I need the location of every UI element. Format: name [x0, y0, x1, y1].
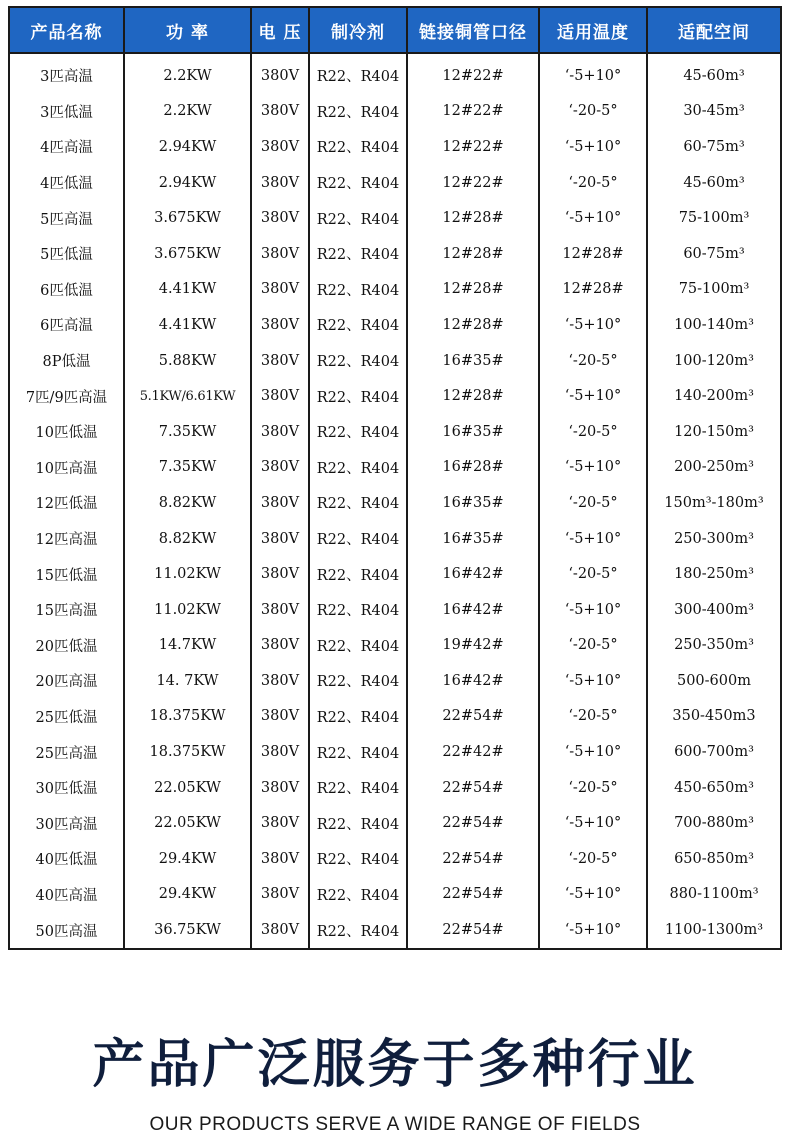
cell-voltage: 380V [251, 378, 309, 414]
cell-power: 4.41KW [124, 272, 251, 308]
cell-product-name: 7匹/9匹高温 [9, 378, 124, 414]
cell-temperature: ‘-20-5° [539, 165, 647, 201]
cell-temperature: ‘-5+10° [539, 200, 647, 236]
cell-product-name: 12匹高温 [9, 521, 124, 557]
cell-power: 29.4KW [124, 841, 251, 877]
table-row [9, 877, 781, 913]
header-power: 功 率 [124, 7, 251, 53]
table-row [9, 628, 781, 664]
cell-voltage: 380V [251, 129, 309, 165]
cell-power: 3.675KW [124, 236, 251, 272]
cell-refrigerant: R22、R404 [309, 236, 407, 272]
cell-product-name: 50匹高温 [9, 912, 124, 949]
cell-refrigerant: R22、R404 [309, 805, 407, 841]
cell-refrigerant: R22、R404 [309, 307, 407, 343]
cell-refrigerant: R22、R404 [309, 343, 407, 379]
table-row [9, 521, 781, 557]
cell-space: 150m³-180m³ [647, 485, 781, 521]
cell-copper-pipe: 22#54# [407, 805, 539, 841]
cell-product-name: 30匹高温 [9, 805, 124, 841]
cell-refrigerant: R22、R404 [309, 200, 407, 236]
cell-copper-pipe: 22#54# [407, 912, 539, 949]
table-row [9, 770, 781, 806]
table-row [9, 53, 781, 94]
cell-space: 700-880m³ [647, 805, 781, 841]
cell-product-name: 25匹高温 [9, 734, 124, 770]
cell-product-name: 3匹高温 [9, 53, 124, 94]
cell-copper-pipe: 22#54# [407, 699, 539, 735]
table-row [9, 556, 781, 592]
cell-copper-pipe: 12#28# [407, 236, 539, 272]
header-temperature: 适用温度 [539, 7, 647, 53]
cell-space: 140-200m³ [647, 378, 781, 414]
cell-copper-pipe: 19#42# [407, 628, 539, 664]
cell-copper-pipe: 12#28# [407, 307, 539, 343]
cell-temperature: ‘-20-5° [539, 628, 647, 664]
header-product-name: 产品名称 [9, 7, 124, 53]
table-row [9, 805, 781, 841]
cell-copper-pipe: 16#42# [407, 663, 539, 699]
cell-temperature: ‘-5+10° [539, 129, 647, 165]
cell-temperature: ‘-20-5° [539, 414, 647, 450]
table-row [9, 200, 781, 236]
cell-power: 7.35KW [124, 414, 251, 450]
cell-copper-pipe: 22#42# [407, 734, 539, 770]
cell-product-name: 20匹高温 [9, 663, 124, 699]
table-row [9, 912, 781, 949]
cell-copper-pipe: 12#22# [407, 165, 539, 201]
cell-voltage: 380V [251, 414, 309, 450]
cell-power: 11.02KW [124, 592, 251, 628]
cell-space: 200-250m³ [647, 450, 781, 486]
cell-voltage: 380V [251, 200, 309, 236]
cell-power: 7.35KW [124, 450, 251, 486]
cell-power: 8.82KW [124, 485, 251, 521]
cell-product-name: 5匹低温 [9, 236, 124, 272]
cell-power: 5.88KW [124, 343, 251, 379]
cell-temperature: ‘-5+10° [539, 805, 647, 841]
cell-refrigerant: R22、R404 [309, 378, 407, 414]
cell-product-name: 30匹低温 [9, 770, 124, 806]
cell-temperature: ‘-20-5° [539, 556, 647, 592]
cell-copper-pipe: 16#35# [407, 343, 539, 379]
cell-power: 14.7KW [124, 628, 251, 664]
cell-product-name: 5匹高温 [9, 200, 124, 236]
cell-voltage: 380V [251, 450, 309, 486]
cell-power: 2.94KW [124, 129, 251, 165]
cell-refrigerant: R22、R404 [309, 272, 407, 308]
cell-product-name: 25匹低温 [9, 699, 124, 735]
cell-power: 8.82KW [124, 521, 251, 557]
cell-voltage: 380V [251, 628, 309, 664]
cell-copper-pipe: 22#54# [407, 877, 539, 913]
cell-power: 4.41KW [124, 307, 251, 343]
cell-voltage: 380V [251, 734, 309, 770]
cell-voltage: 380V [251, 165, 309, 201]
table-row [9, 378, 781, 414]
cell-voltage: 380V [251, 663, 309, 699]
cell-space: 600-700m³ [647, 734, 781, 770]
cell-copper-pipe: 12#28# [407, 200, 539, 236]
cell-voltage: 380V [251, 841, 309, 877]
cell-refrigerant: R22、R404 [309, 414, 407, 450]
cell-refrigerant: R22、R404 [309, 485, 407, 521]
cell-voltage: 380V [251, 556, 309, 592]
cell-voltage: 380V [251, 592, 309, 628]
cell-voltage: 380V [251, 770, 309, 806]
cell-power: 36.75KW [124, 912, 251, 949]
footer-title: 产品广泛服务于多种行业 [92, 1035, 698, 1095]
cell-temperature: ‘-20-5° [539, 699, 647, 735]
cell-voltage: 380V [251, 272, 309, 308]
spec-table-body [9, 53, 781, 949]
table-row [9, 699, 781, 735]
cell-voltage: 380V [251, 94, 309, 130]
cell-voltage: 380V [251, 53, 309, 94]
cell-refrigerant: R22、R404 [309, 628, 407, 664]
cell-power: 22.05KW [124, 805, 251, 841]
cell-temperature: ‘-5+10° [539, 877, 647, 913]
cell-power: 14. 7KW [124, 663, 251, 699]
cell-voltage: 380V [251, 307, 309, 343]
cell-product-name: 4匹低温 [9, 165, 124, 201]
cell-refrigerant: R22、R404 [309, 770, 407, 806]
table-row [9, 165, 781, 201]
cell-voltage: 380V [251, 485, 309, 521]
cell-space: 60-75m³ [647, 129, 781, 165]
footer-subtitle: OUR PRODUCTS SERVE A WIDE RANGE OF FIELDS [149, 1114, 641, 1135]
cell-space: 250-300m³ [647, 521, 781, 557]
cell-copper-pipe: 12#22# [407, 94, 539, 130]
cell-product-name: 20匹低温 [9, 628, 124, 664]
cell-voltage: 380V [251, 877, 309, 913]
table-row [9, 841, 781, 877]
cell-temperature: ‘-20-5° [539, 841, 647, 877]
cell-space: 350-450m3 [647, 699, 781, 735]
cell-voltage: 380V [251, 805, 309, 841]
cell-product-name: 3匹低温 [9, 94, 124, 130]
cell-power: 2.2KW [124, 94, 251, 130]
cell-space: 45-60m³ [647, 53, 781, 94]
cell-power: 22.05KW [124, 770, 251, 806]
table-row [9, 734, 781, 770]
cell-refrigerant: R22、R404 [309, 450, 407, 486]
table-row [9, 414, 781, 450]
cell-power: 18.375KW [124, 699, 251, 735]
cell-copper-pipe: 16#35# [407, 414, 539, 450]
cell-product-name: 15匹高温 [9, 592, 124, 628]
cell-temperature: ‘-20-5° [539, 343, 647, 379]
spec-table-header [9, 7, 781, 53]
cell-refrigerant: R22、R404 [309, 521, 407, 557]
table-row [9, 663, 781, 699]
cell-refrigerant: R22、R404 [309, 94, 407, 130]
cell-space: 500-600m [647, 663, 781, 699]
cell-temperature: ‘-20-5° [539, 770, 647, 806]
cell-space: 75-100m³ [647, 272, 781, 308]
cell-refrigerant: R22、R404 [309, 734, 407, 770]
cell-space: 450-650m³ [647, 770, 781, 806]
cell-power: 2.94KW [124, 165, 251, 201]
cell-temperature: ‘-5+10° [539, 663, 647, 699]
table-row [9, 129, 781, 165]
cell-copper-pipe: 12#28# [407, 378, 539, 414]
cell-power: 5.1KW/6.61KW [124, 378, 251, 414]
table-row [9, 236, 781, 272]
cell-power: 11.02KW [124, 556, 251, 592]
cell-product-name: 12匹低温 [9, 485, 124, 521]
cell-space: 100-120m³ [647, 343, 781, 379]
cell-product-name: 10匹低温 [9, 414, 124, 450]
cell-space: 180-250m³ [647, 556, 781, 592]
cell-copper-pipe: 16#28# [407, 450, 539, 486]
cell-refrigerant: R22、R404 [309, 592, 407, 628]
cell-temperature: ‘-5+10° [539, 450, 647, 486]
cell-refrigerant: R22、R404 [309, 841, 407, 877]
cell-copper-pipe: 12#22# [407, 53, 539, 94]
cell-power: 2.2KW [124, 53, 251, 94]
cell-refrigerant: R22、R404 [309, 129, 407, 165]
cell-power: 3.675KW [124, 200, 251, 236]
header-copper-pipe: 链接铜管口径 [407, 7, 539, 53]
cell-space: 650-850m³ [647, 841, 781, 877]
cell-space: 120-150m³ [647, 414, 781, 450]
cell-product-name: 40匹低温 [9, 841, 124, 877]
header-space: 适配空间 [647, 7, 781, 53]
cell-product-name: 40匹高温 [9, 877, 124, 913]
cell-copper-pipe: 16#35# [407, 485, 539, 521]
cell-temperature: ‘-20-5° [539, 485, 647, 521]
cell-refrigerant: R22、R404 [309, 912, 407, 949]
cell-voltage: 380V [251, 912, 309, 949]
cell-temperature: ‘-5+10° [539, 592, 647, 628]
cell-temperature: ‘-5+10° [539, 521, 647, 557]
cell-temperature: ‘-5+10° [539, 378, 647, 414]
cell-power: 18.375KW [124, 734, 251, 770]
cell-temperature: ‘-5+10° [539, 912, 647, 949]
cell-temperature: ‘-20-5° [539, 94, 647, 130]
cell-voltage: 380V [251, 521, 309, 557]
cell-refrigerant: R22、R404 [309, 877, 407, 913]
cell-temperature: 12#28# [539, 272, 647, 308]
cell-product-name: 8P低温 [9, 343, 124, 379]
table-row [9, 485, 781, 521]
cell-temperature: ‘-5+10° [539, 734, 647, 770]
cell-product-name: 10匹高温 [9, 450, 124, 486]
cell-refrigerant: R22、R404 [309, 556, 407, 592]
cell-product-name: 6匹低温 [9, 272, 124, 308]
cell-refrigerant: R22、R404 [309, 663, 407, 699]
table-row [9, 94, 781, 130]
cell-space: 75-100m³ [647, 200, 781, 236]
cell-space: 30-45m³ [647, 94, 781, 130]
header-voltage: 电 压 [251, 7, 309, 53]
cell-voltage: 380V [251, 343, 309, 379]
cell-space: 880-1100m³ [647, 877, 781, 913]
cell-copper-pipe: 16#42# [407, 592, 539, 628]
cell-space: 100-140m³ [647, 307, 781, 343]
cell-refrigerant: R22、R404 [309, 699, 407, 735]
cell-space: 250-350m³ [647, 628, 781, 664]
cell-space: 45-60m³ [647, 165, 781, 201]
spec-table [8, 6, 782, 950]
table-row [9, 307, 781, 343]
cell-temperature: ‘-5+10° [539, 53, 647, 94]
cell-product-name: 6匹高温 [9, 307, 124, 343]
cell-space: 300-400m³ [647, 592, 781, 628]
cell-space: 60-75m³ [647, 236, 781, 272]
cell-product-name: 4匹高温 [9, 129, 124, 165]
table-row [9, 450, 781, 486]
cell-refrigerant: R22、R404 [309, 53, 407, 94]
cell-voltage: 380V [251, 699, 309, 735]
cell-product-name: 15匹低温 [9, 556, 124, 592]
cell-space: 1100-1300m³ [647, 912, 781, 949]
table-row [9, 592, 781, 628]
cell-copper-pipe: 12#22# [407, 129, 539, 165]
cell-copper-pipe: 12#28# [407, 272, 539, 308]
cell-copper-pipe: 22#54# [407, 841, 539, 877]
cell-refrigerant: R22、R404 [309, 165, 407, 201]
cell-copper-pipe: 16#42# [407, 556, 539, 592]
cell-voltage: 380V [251, 236, 309, 272]
cell-copper-pipe: 16#35# [407, 521, 539, 557]
table-row [9, 272, 781, 308]
cell-temperature: ‘-5+10° [539, 307, 647, 343]
header-row [9, 7, 781, 53]
cell-temperature: 12#28# [539, 236, 647, 272]
header-refrigerant: 制冷剂 [309, 7, 407, 53]
cell-power: 29.4KW [124, 877, 251, 913]
table-row [9, 343, 781, 379]
cell-copper-pipe: 22#54# [407, 770, 539, 806]
